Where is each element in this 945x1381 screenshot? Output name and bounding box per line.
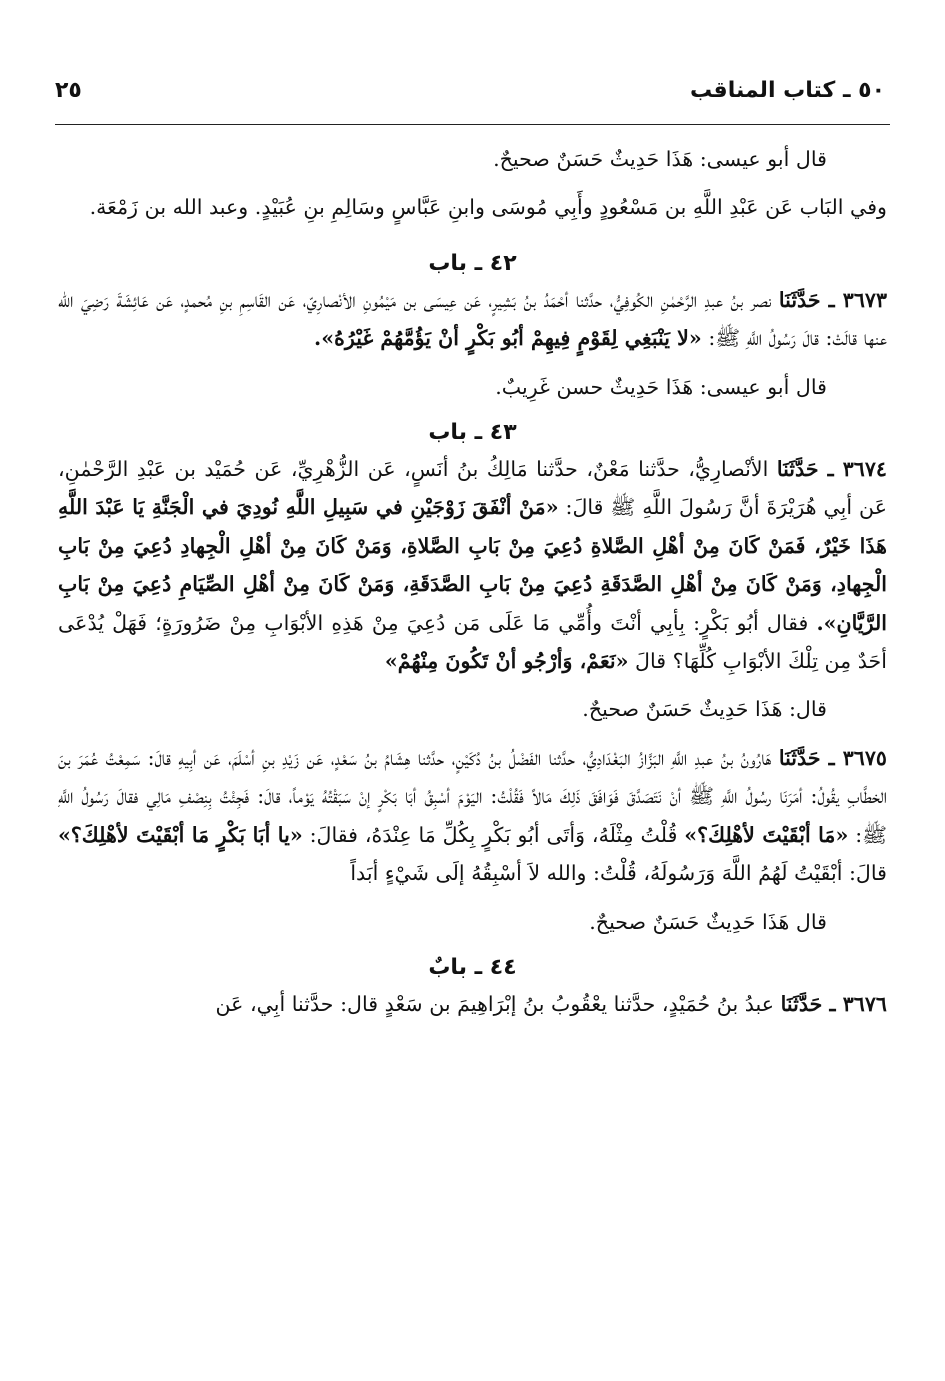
hadith-3676 [58,985,887,1023]
hadith-matn: «يا أبَا بَكْرٍ مَا أبْقَيْتَ لأهْلِكَ؟» [58,822,303,847]
hadith-number: ٣٦٧٤ ـ حَدَّثَنَا [776,457,887,482]
hadith-question: فقال أبُو بَكْرٍ: بِأبِي أنْتَ وأُمِّي مَا عَلَى مَن دُعِيَ مِنْ هَذِهِ الأبْوَابِ مِنْ ضَرُورَةٍ؛ فَهَلْ يُدْعَى أحَدٌ مِن تِلْكَ الأبْوَابِ كُلِّهَا؟ قالَ [58,610,887,674]
hadith-3675 [58,739,887,893]
hadith-text: قالَ: أبْقَيْتُ لَهُمُ اللَّهَ وَرَسُولَهُ، قُلْتُ: والله لاَ أسْبِقُهُ إلَى شَيْءٍ أبَداً [350,861,887,886]
chapter-heading-42: ٤٢ ـ باب [428,250,517,276]
chapter-heading-44: ٤٤ ـ بابٌ [428,954,517,980]
page-header [55,78,885,110]
hadith-answer: «نَعَمْ، وَأرْجُو أنْ تَكُونَ مِنْهُمْ» [384,649,629,674]
hadith-isnad: الأنْصارِيُّ، حدَّثنا مَعْنٌ، حدَّثنا مَالِكُ بنُ أنَسٍ، عَن الزُّهْرِيِّ، عَن حُمَيْد بن عَبْدِ الرَّحْمٰنِ، عَن أبِي هُرَيْرَةَ أنَّ رَسُولَ اللَّهِ ﷺ قالَ: [58,457,887,520]
page-body [58,140,887,1370]
grading-note: قال أبو عيسى: هَذَا حَدِيثٌ حَسَنٌ صحيحٌ. [493,147,827,171]
grading-note: قال: هَذَا حَدِيثٌ حَسَنٌ صحيحٌ. [582,697,827,722]
hadith-3673 [58,281,887,358]
grading-note: قال أبو عيسى: هَذَا حَدِيثٌ حسن غَرِيبٌ. [495,374,827,399]
chapter-title: ٥٠ ـ كتاب المناقب [690,78,885,103]
header-rule [55,124,890,125]
fil-bab-paragraph: وفي البَاب عَن عَبْدِ اللَّهِ بن مَسْعُودٍ وأَبِي مُوسَى وابنِ عَبَّاسٍ وسَالِمِ بنِ عُبَيْدٍ. وعبد الله بن زَمْعَة. [89,195,887,220]
hadith-number: ٣٦٧٦ ـ حَدَّثَنَا [780,991,887,1016]
hadith-text: هَارُونُ بنُ عبدِ اللَّهِ البَزَّازُ البَغْدَادِيُّ، حدَّثنا الفَضْلُ بنُ دُكَيْنٍ، حدَّثنا هِشَامُ بنُ سَعْدٍ، عَن زَيْدِ بنِ أسْلَمَ، عَن أبِيهِ قالَ: سَمِعْتُ عُمَرَ بنَ الخطَّابِ يقُولُ: أمَرَنَا رسُولُ اللَّهِ ﷺ أنْ نَتَصَدَّقَ فَوَافَقَ ذَلِكَ مَالاً فَقُلْتُ: اليَوْمَ أسْبِقُ أبَا بَكْرٍ إنْ سَبَقْتُهُ يَوْماً، قالَ: فَجِئْتُ بِنِصْفِ مَالِي فقالَ رَسُولُ اللَّهِ ﷺ: [58,745,887,847]
chapter-heading-43: ٤٣ ـ باب [428,420,517,446]
hadith-3674 [58,450,887,680]
grading-note: قال هَذَا حَدِيثٌ حَسَنٌ صحيحٌ. [589,909,827,934]
hadith-matn: «مَنْ أنْفَقَ زَوْجَيْنِ في سَبِيلِ اللَّهِ نُودِيَ في الْجَنَّةِ يَا عَبْدَ اللَّهِ هَذَا خَيْرٌ، فَمَنْ كَانَ مِنْ أهْلِ الصَّلاةِ دُعِيَ مِنْ بَابِ الصَّلاةِ، وَمَنْ كَانَ مِنْ أهْلِ الْجِهادِ دُعِيَ مِنْ بَابِ الْجِهادِ، وَمَنْ كَانَ مِنْ أهْلِ الصَّدَقَةِ دُعِيَ مِنْ بَابِ الصَّدَقَةِ، وَمَنْ كَانَ مِنْ أهْلِ الصِّيَامِ دُعِيَ مِنْ بَابِ الرَّيَّانِ». [58,495,887,635]
hadith-number: ٣٦٧٣ ـ حَدَّثَنَا [778,287,887,312]
hadith-matn: «مَا أبْقَيْتَ لأهْلِكَ؟» [684,822,849,847]
hadith-isnad: عبدُ بنُ حُمَيْدٍ، حدَّثنا يعْقُوبُ بنُ إبْرَاهِيمَ بن سَعْدٍ قال: حدَّثنا أبِي، عَن [215,991,775,1016]
hadith-number: ٣٦٧٥ ـ حَدَّثَنَا [778,745,887,770]
page-number: ٢٥ [55,78,82,103]
hadith-isnad: نصر بنُ عبدِ الرَّحْمٰنِ الكُوفِيُّ، حدَّثنا أحْمَدُ بنُ بَشِيرٍ، عَن عِيسَى بن مَيْمُونِ الأنْصارِيّ، عَن القَاسِمِ بنِ مُحمدٍ، عَن عَائِشَةَ رَضِيَ الله عنها قالَتْ: قالَ رَسُولُ اللَّهِ ﷺ: [58,287,887,351]
hadith-text: قُلْتُ مِثْلَهُ، وَأتَى أبُو بَكْرٍ بِكُلِّ مَا عِنْدَهُ، فقالَ: [309,822,678,847]
hadith-matn: «لا يَنْبَغِي لِقَوْمٍ فِيهِمْ أبُو بَكْرٍ أنْ يَؤُمَّهُمْ غَيْرُهُ». [314,326,702,351]
